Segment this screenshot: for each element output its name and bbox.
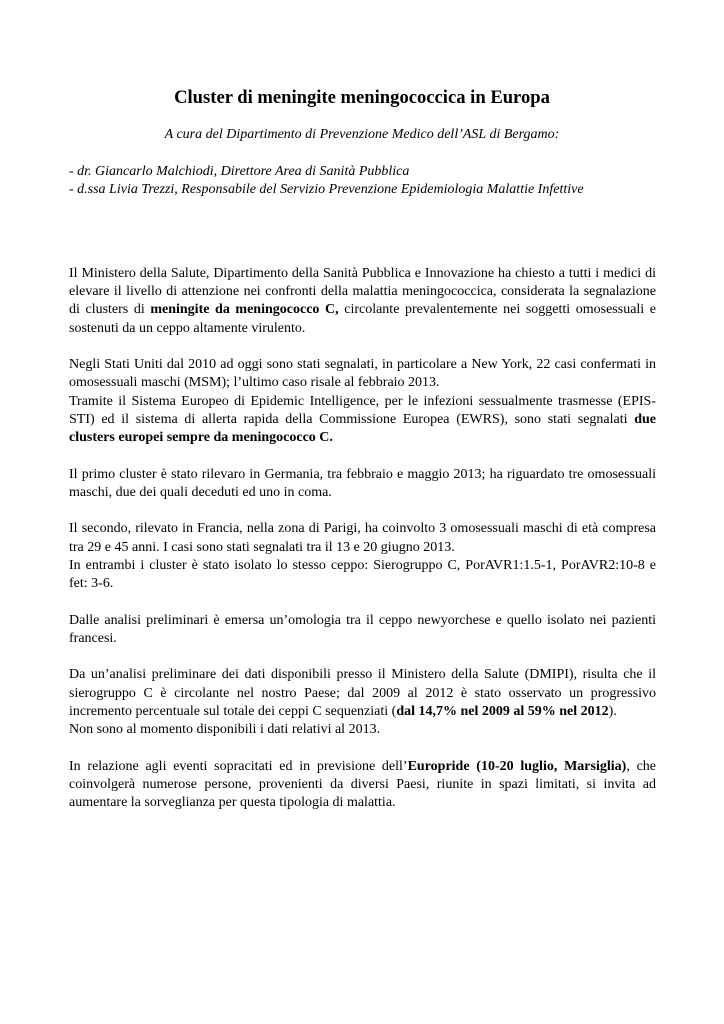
paragraph-text: In relazione agli eventi sopracitati ed in previsione dell’ [69,758,408,774]
author-line: - dr. Giancarlo Malchiodi, Direttore Area di Sanità Pubblica [69,164,410,179]
paragraph-text: Il Ministero della Salute, Dipartimento della Sanità Pubblica e Innovazione ha chiesto a tutti i medici di elevare il livello di attenzione nei confronti della malattia meningococcica, considerata la segnalazione di clusters di [69,266,656,318]
paragraph-stati-uniti: Negli Stati Uniti dal 2010 ad oggi sono stati segnalati, in particolare a New York, 22 casi confermati in omosessuali maschi (MSM); l’ultimo caso risale al febbraio 2013. [69,357,656,391]
paragraph-ministero [69,265,656,338]
document-subtitle: A cura del Dipartimento di Prevenzione Medico dell’ASL di Bergamo: [164,127,560,142]
bold-text: due clusters europei sempre da meningococco C. [69,411,656,446]
paragraph-text: ). [608,703,617,719]
document-title: Cluster di meningite meningococcica in Europa [174,87,550,108]
authors-list [69,163,669,199]
document-body [69,265,656,831]
paragraph-epis [69,393,656,448]
bold-text: Europride (10-20 luglio, Marsiglia) [407,758,627,774]
paragraph-dmipi [69,666,656,721]
paragraph-text: Tramite il Sistema Europeo di Epidemic Intelligence, per le infezioni sessualmente trasmesse (EPIS-STI) ed il sistema di allerta rapida della Commissione Europea (EWRS), sono stati segnalati [69,393,656,427]
paragraph-2013: Non sono al momento disponibili i dati relativi al 2013. [69,722,381,738]
paragraph-ceppo: In entrambi i cluster è stato isolato lo stesso ceppo: Sierogruppo C, PorAVR1:1.5-1, PorAVR2:10-8 e fet: 3-6. [69,557,656,592]
bold-text: dal 14,7% nel 2009 al 59% nel 2012 [396,703,609,719]
paragraph-europride [69,758,656,813]
paragraph-text: Da un’analisi preliminare dei dati disponibili presso il Ministero della Salute (DMIPI), risulta che il sierogruppo C è circolante nel nostro Paese; dal 2009 al 2012 è stato osservato un progressivo incremento percentuale sul totale dei ceppi C sequenziati ( [69,667,656,719]
bold-text: meningite da meningococco C, [150,302,339,318]
paragraph-francia: Il secondo, rilevato in Francia, nella zona di Parigi, ha coinvolto 3 omosessuali maschi di età compresa tra 29 e 45 anni. I casi sono stati segnalati tra il 13 e 20 giugno 2013. [69,521,656,555]
paragraph-text: , che coinvolgerà numerose persone, provenienti da diversi Paesi, riunite in spazi limitati, si invita ad aumentare la sorveglianza per questa tipologia di malattia. [69,758,656,811]
paragraph-omologia: Dalle analisi preliminari è emersa un’omologia tra il ceppo newyorchese e quello isolato nei pazienti francesi. [69,612,656,646]
paragraph-text: circolante prevalentemente nei soggetti omosessuali e sostenuti da un ceppo altamente virulento. [69,302,656,336]
author-line: - d.ssa Livia Trezzi, Responsabile del Servizio Prevenzione Epidemiologia Malattie Infettive [69,182,584,197]
paragraph-germania: Il primo cluster è stato rilevaro in Germania, tra febbraio e maggio 2013; ha riguardato tre omosessuali maschi, due dei quali deceduti ed uno in coma. [69,466,656,500]
